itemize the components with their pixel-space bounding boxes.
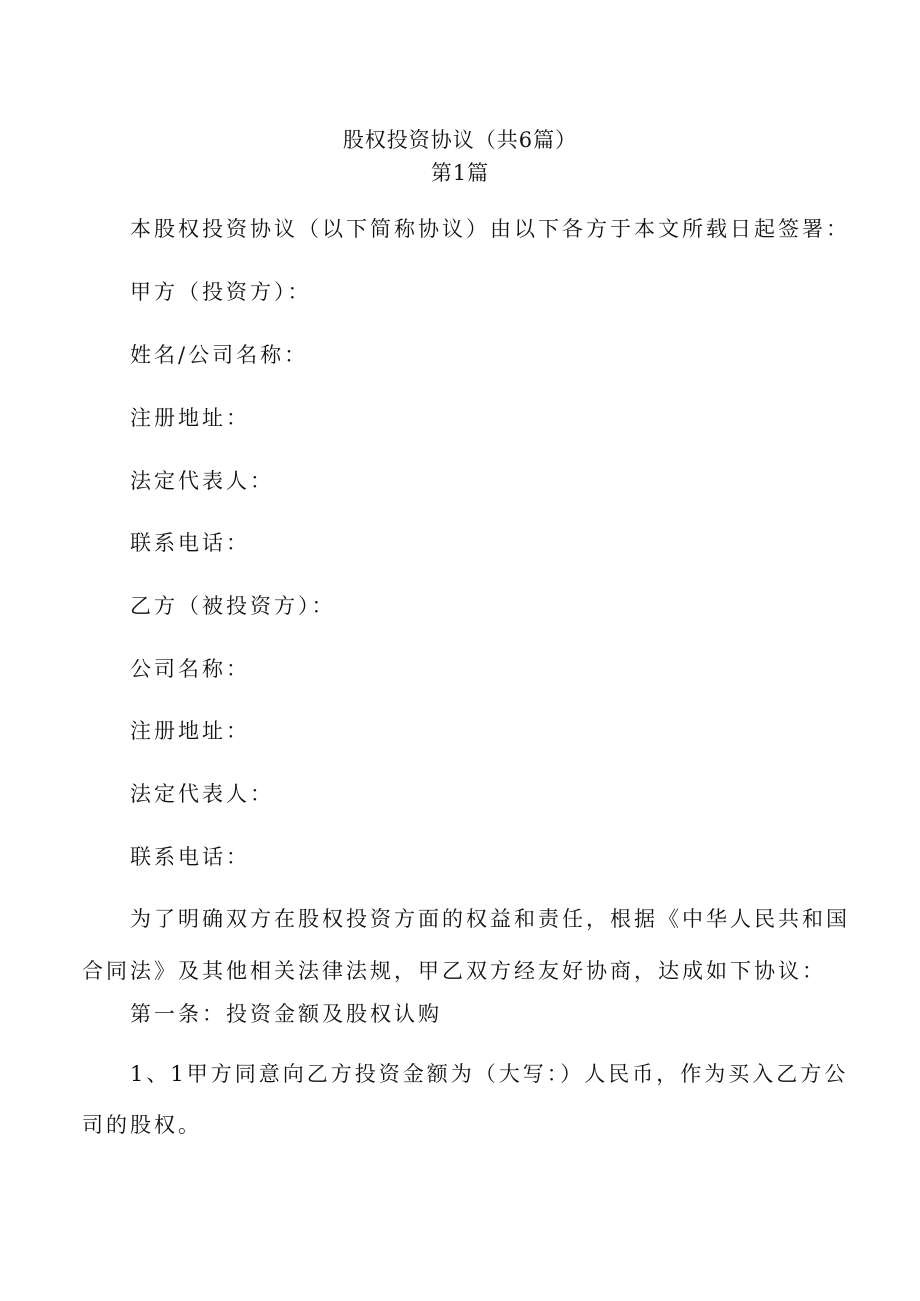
party-a-phone-label: 联系电话：: [130, 531, 250, 555]
party-a-rep-label: 法定代表人：: [130, 469, 274, 493]
party-b-address-label: 注册地址：: [130, 719, 250, 743]
party-a-heading: 甲方（投资方）：: [130, 280, 312, 304]
party-b-rep-label: 法定代表人：: [130, 782, 274, 806]
party-a-address-label: 注册地址：: [130, 406, 250, 430]
purpose-paragraph-line1: 为了明确双方在股权投资方面的权益和责任，根据《中华人民共和国: [130, 907, 850, 931]
article-1-title: 第一条：投资金额及股权认购: [130, 1002, 442, 1026]
document-subtitle: 第1篇: [430, 161, 490, 185]
purpose-paragraph-line2: 合同法》及其他相关法律法规，甲乙双方经友好协商，达成如下协议：: [82, 959, 826, 983]
party-b-heading: 乙方（被投资方）：: [130, 594, 336, 618]
clause-1-1-line1: 1、1甲方同意向乙方投资金额为（大写：）人民币，作为买入乙方公: [130, 1062, 849, 1086]
document-title: 股权投资协议（共6篇）: [342, 128, 578, 152]
intro-paragraph: 本股权投资协议（以下简称协议）由以下各方于本文所载日起签署：: [130, 217, 850, 241]
party-b-phone-label: 联系电话：: [130, 845, 250, 869]
party-a-name-label: 姓名/公司名称：: [130, 343, 309, 367]
party-b-name-label: 公司名称：: [130, 657, 250, 681]
clause-1-1-line2: 司的股权。: [82, 1113, 202, 1137]
